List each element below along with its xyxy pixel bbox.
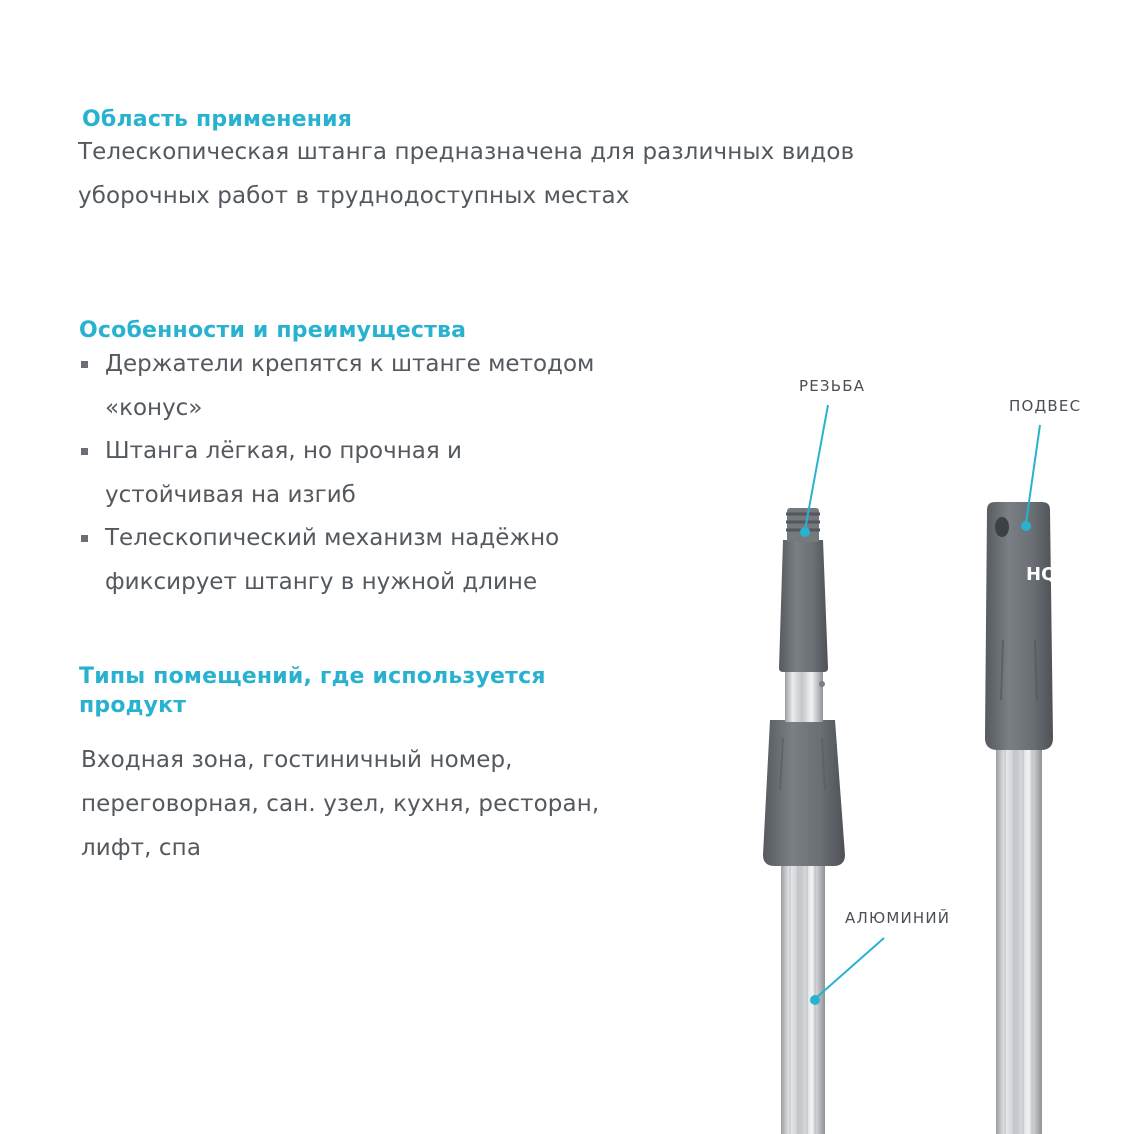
feature-line: Держатели крепятся к штанге методом <box>105 351 595 377</box>
brand-mark: HQ <box>1026 564 1057 585</box>
section-title-application: Область применения <box>82 107 353 132</box>
callout-dot <box>800 527 810 537</box>
callout-dot <box>1021 521 1031 531</box>
rooms-title-line: продукт <box>79 693 187 718</box>
rooms-line: Входная зона, гостиничный номер, <box>81 747 513 773</box>
application-line: уборочных работ в труднодоступных местах <box>78 183 630 209</box>
application-line: Телескопическая штанга предназначена для различных видов <box>78 139 855 165</box>
feature-line: Телескопический механизм надёжно <box>105 525 560 551</box>
label-hanger: ПОДВЕС <box>1009 397 1082 415</box>
right-tube <box>996 745 1042 1134</box>
feature-line: устойчивая на изгиб <box>105 481 356 508</box>
rooms-line: лифт, спа <box>81 835 202 861</box>
label-aluminium: АЛЮМИНИЙ <box>845 909 951 927</box>
rooms-title-line: Типы помещений, где используется <box>79 664 546 689</box>
inner-tube <box>785 670 823 722</box>
feature-line: «конус» <box>105 394 203 421</box>
hanger-hole <box>995 517 1009 537</box>
thread-cone <box>779 540 828 672</box>
handle-grip <box>985 502 1053 750</box>
left-pole <box>763 508 845 1134</box>
feature-line: фиксирует штангу в нужной длине <box>105 568 538 595</box>
section-title-features: Особенности и преимущества <box>79 318 467 343</box>
label-thread: РЕЗЬБА <box>799 377 866 395</box>
callout-dot <box>810 995 820 1005</box>
rooms-line: переговорная, сан. узел, кухня, ресторан, <box>81 791 600 817</box>
feature-line: Штанга лёгкая, но прочная и <box>105 438 462 464</box>
right-pole <box>985 502 1056 1134</box>
clamp-collar <box>763 720 845 866</box>
